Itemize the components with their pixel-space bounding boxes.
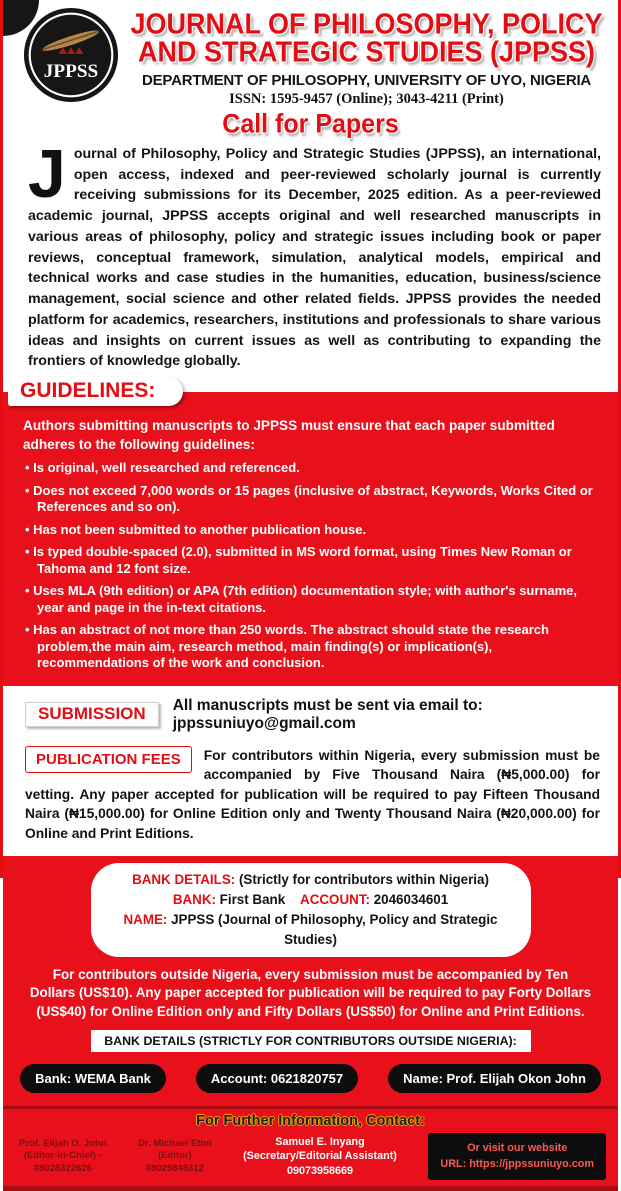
website-box[interactable]: [428, 1133, 606, 1179]
submission-row: [25, 697, 598, 733]
contact-name: Samuel E. Inyang: [275, 1136, 365, 1149]
bank-value: First Bank: [215, 891, 286, 907]
guidelines-section: [3, 379, 618, 686]
contact-editor-in-chief: [19, 1138, 107, 1176]
account-label: ACCOUNT:: [300, 891, 370, 907]
guideline-item: • Is typed double-spaced (2.0), submitted in MS word format, using Times New Roman or Tahoma and 12 font size.: [25, 544, 602, 577]
contact-editor: [138, 1138, 211, 1176]
contact-phone: 08029848312: [145, 1162, 204, 1174]
footer-divider: [3, 1106, 618, 1109]
bank-details-note: (Strictly for contributors within Nigeria): [235, 871, 489, 887]
outside-nigeria-text: For contributors outside Nigeria, every submission must be accompanied by Ten Dollars (US$10). Any paper accepted for publication will be required to pay Forty Dollars (US$40) for Online Edition only and Fifty Dollars (US$50) for Online and Print Editions.: [29, 966, 592, 1019]
bank-details-outside-heading: BANK DETAILS (STRICTLY FOR CONTRIBUTORS OUTSIDE NIGERIA):: [91, 1030, 531, 1052]
name-label: NAME:: [123, 911, 168, 927]
journal-title-line1: JOURNAL OF PHILOSOPHY, POLICY: [130, 7, 603, 40]
bank-name-row: [103, 910, 519, 950]
bank-details-nigeria: [91, 863, 531, 957]
website-url[interactable]: URL: https://jppssuniuyo.com: [440, 1157, 594, 1170]
bank-details-heading: [103, 870, 519, 890]
submission-label: SUBMISSION: [25, 702, 159, 727]
contact-role: (Editor): [157, 1150, 192, 1162]
account-value: 2046034601: [369, 891, 449, 907]
logo-text: JPPSS: [43, 61, 99, 83]
outside-bank-pills: [3, 1064, 618, 1093]
call-for-papers-heading: Call for Papers: [222, 108, 399, 140]
submission-email-text: All manuscripts must be sent via email to: jppssuniuyo@gmail.com: [172, 696, 483, 732]
contact-name: Prof. Elijah O. John: [19, 1137, 107, 1149]
bank-pill: Bank: WEMA Bank: [20, 1064, 166, 1093]
contact-phone: 09073958669: [286, 1164, 354, 1177]
publication-fees-label: PUBLICATION FEES: [25, 746, 192, 773]
jppss-logo-icon: [23, 7, 119, 103]
journal-title-line2: AND STRATEGIC STUDIES (JPPSS): [137, 35, 596, 68]
guideline-item: • Has an abstract of not more than 250 words. The abstract should state the research problem,the main aim, research method, main finding(s) or implication(s), recommendations of the work and conclusion.: [25, 622, 602, 672]
footer-contacts: [19, 1133, 606, 1179]
guideline-item: • Is original, well researched and referenced.: [25, 460, 602, 477]
header: [3, 0, 618, 106]
contact-name: Dr. Michael Etim: [138, 1137, 212, 1149]
bank-details-label: BANK DETAILS:: [132, 871, 236, 887]
guideline-item: • Does not exceed 7,000 words or 15 pages (inclusive of abstract, Keywords, Works Cited or References and so on).: [25, 483, 602, 516]
name-pill: Name: Prof. Elijah Okon John: [388, 1064, 601, 1093]
issn-line: ISSN: 1595-9457 (Online); 3043-4211 (Print): [229, 91, 504, 108]
guidelines-heading: GUIDELINES:: [8, 377, 183, 406]
bottom-red-section: [3, 856, 618, 1191]
department-line: DEPARTMENT OF PHILOSOPHY, UNIVERSITY OF UYO, NIGERIA: [141, 72, 592, 90]
publication-fees-text: For contributors within Nigeria, every submission must be accompanied by Five Thousand Naira (₦5,000.00) for vetting. Any paper accepted for publication will be required to pay Fifteen Thousand Naira (₦15,000.00) for Online Edition only and Twenty Thousand Naira (₦20,000.00) for Online and Print Editions.: [25, 747, 600, 841]
contact-secretary: [243, 1135, 397, 1178]
dropcap-j: J: [28, 136, 66, 212]
footer-heading: For Further Information, Contact:: [196, 1113, 425, 1130]
jppss-logo: [23, 7, 119, 103]
guideline-item: • Uses MLA (9th edition) or APA (7th edition) documentation style; with author's surname, year and page in the in-text citations.: [25, 583, 602, 616]
crown-icon: [59, 47, 84, 54]
bank-account-row: [103, 890, 519, 910]
intro-text: ournal of Philosophy, Policy and Strategic Studies (JPPSS), an international, open access, indexed and peer-reviewed scholarly journal is currently receiving submissions for its December, 2025 edition. As a peer-reviewed academic journal, JPPSS accepts original and well researched manuscripts in various areas of philosophy, policy and strategic issues including book or paper reviews, conceptual framework, simulation, analytical models, empirical and technical works and case studies in the humanities, education, business/science management, social science and other related fields. JPPSS provides the needed platform for academics, researchers, institutions and professionals to share various ideas and insights on current issues as well as contributing to expanding the frontiers of knowledge globally.: [28, 146, 601, 370]
contact-role: (Secretary/Editorial Assistant): [243, 1150, 397, 1163]
bottom-strip: [3, 1186, 618, 1191]
guidelines-list: [25, 460, 602, 672]
account-pill: Account: 0621820757: [196, 1064, 358, 1093]
name-value: JPPSS (Journal of Philosophy, Policy and Strategic Studies): [167, 911, 498, 947]
intro-paragraph: [28, 136, 601, 372]
publication-fees: [25, 746, 600, 844]
contact-role: (Editor-in-Chief) -: [23, 1150, 102, 1162]
contact-phone: 08028322626: [33, 1162, 92, 1174]
guideline-item: • Has not been submitted to another publication house.: [25, 522, 602, 539]
bank-label: BANK:: [172, 891, 216, 907]
guidelines-intro: Authors submitting manuscripts to JPPSS must ensure that each paper submitted adheres to the following guidelines:: [23, 418, 555, 453]
website-text: Or visit our website: [467, 1142, 568, 1155]
